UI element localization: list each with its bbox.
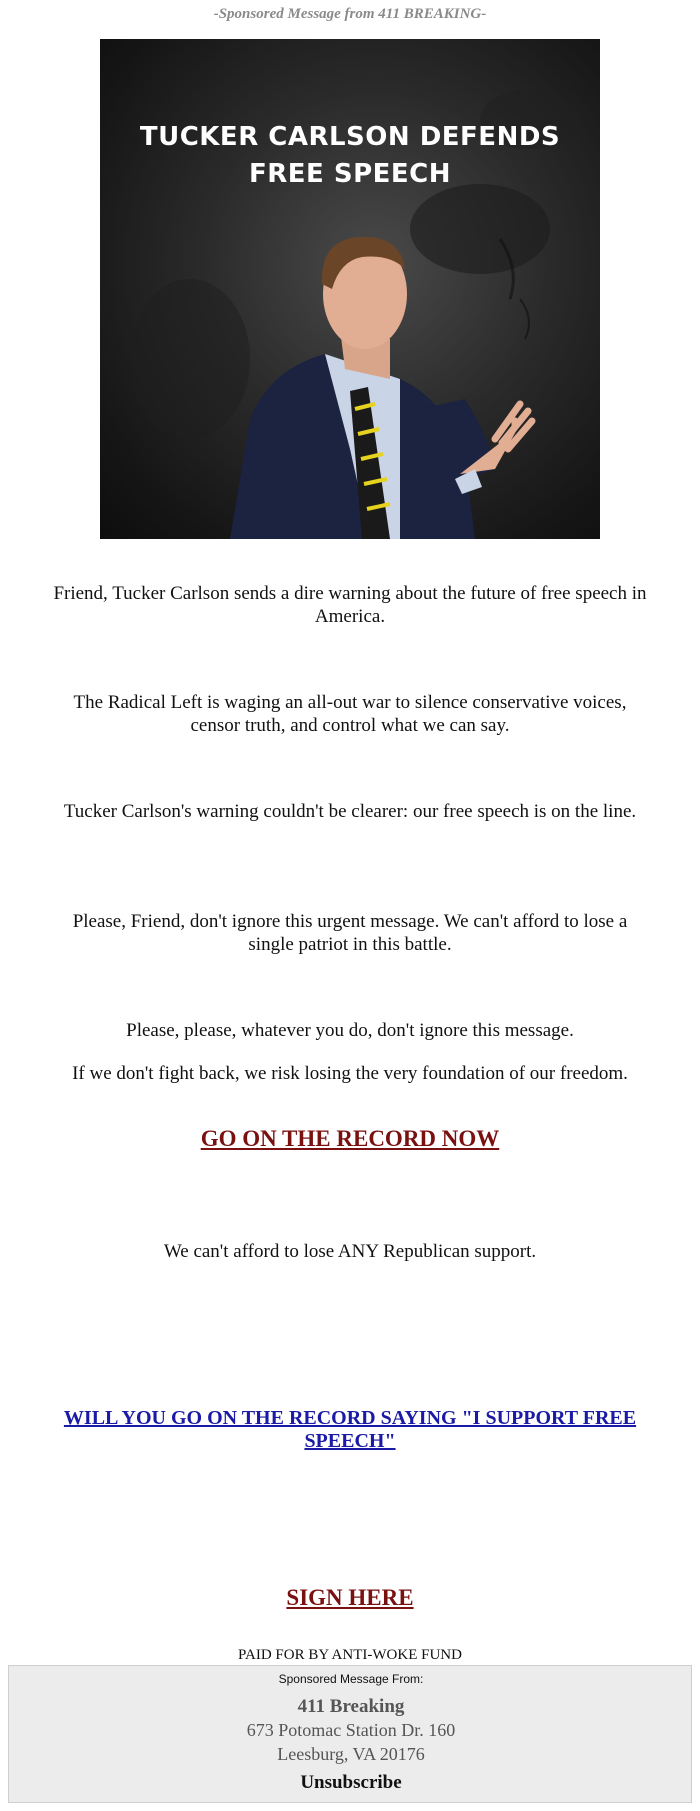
hero-title-line-1: TUCKER CARLSON DEFENDS — [139, 122, 561, 152]
unsubscribe-link[interactable]: Unsubscribe — [300, 1772, 402, 1793]
support-free-speech-link[interactable]: WILL YOU GO ON THE RECORD SAYING "I SUPPORT FREE SPEECH" — [63, 1407, 637, 1452]
footer — [8, 1665, 692, 1803]
sign-here-link[interactable]: SIGN HERE — [286, 1585, 414, 1610]
paragraph-radical-left: The Radical Left is waging an all-out war to silence conservative voices, censor truth, and control what we can say. — [73, 692, 627, 736]
hero-title — [100, 119, 600, 193]
hero-title-line-2: FREE SPEECH — [249, 159, 451, 189]
paragraph-warning: Tucker Carlson's warning couldn't be clearer: our free speech is on the line. — [63, 801, 637, 822]
footer-address-line-1: 673 Potomac Station Dr. 160 — [246, 1720, 456, 1740]
paragraph-intro: Friend, Tucker Carlson sends a dire warning about the future of free speech in America. — [53, 583, 647, 627]
footer-address-line-2: Leesburg, VA 20176 — [277, 1744, 425, 1764]
hero-image[interactable] — [100, 39, 600, 539]
paragraph-dont-ignore: Please, Friend, don't ignore this urgent message. We can't afford to lose a single patriot in this battle. — [72, 911, 628, 955]
paid-for-disclaimer: PAID FOR BY ANTI-WOKE FUND — [238, 1647, 462, 1663]
paragraph-republican-support: We can't afford to lose ANY Republican support. — [163, 1241, 537, 1262]
footer-sponsored-label: Sponsored Message From: — [278, 1672, 424, 1686]
footer-org-name: 411 Breaking — [297, 1696, 405, 1717]
sponsored-header: -Sponsored Message from 411 BREAKING- — [213, 6, 487, 22]
paragraph-fight-back: If we don't fight back, we risk losing the very foundation of our freedom. — [72, 1063, 628, 1084]
go-on-record-link[interactable]: GO ON THE RECORD NOW — [200, 1126, 500, 1151]
tucker-photo-illustration — [100, 39, 600, 539]
paragraph-please: Please, please, whatever you do, don't ignore this message. — [126, 1020, 574, 1041]
